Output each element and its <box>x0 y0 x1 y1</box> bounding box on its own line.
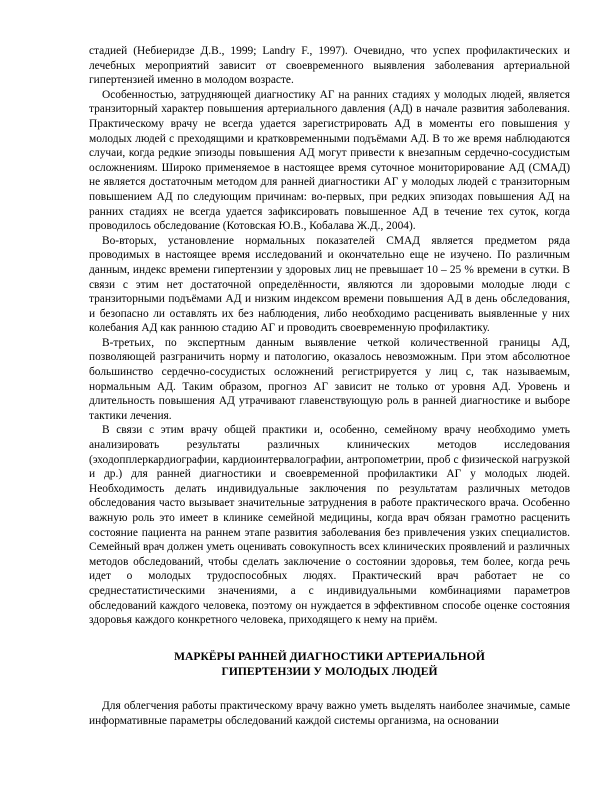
paragraph-transient-bp: Особенностью, затрудняющей диагностику АГ на ранних стадиях у молодых людей, является транзиторный характер повышения артериального давления (АД) в начале развития заболевания. Практическому врачу не всегда удается зарегистрировать АД в моменты его повышения у молодых людей с преходящими и кратковременными подъёмами АД. В то же время наблюдаются случаи, когда редкие эпизоды повышения АД могут привести к внезапным сердечно-сосудистым осложнениям. Широко применяемое в настоящее время суточное мониторирование АД (СМАД) не является достаточным методом для ранней диагностики АГ у молодых людей с транзиторным повышением АД по следующим причинам: во-первых, при редких эпизодах повышения АД на ранних стадиях не всегда удается зафиксировать повышенное АД в течение тех суток, когда проводилось обследование (Котовская Ю.В., Кобалава Ж.Д., 2004). <box>89 88 570 233</box>
paragraph-intro-continuation: стадией (Небиеридзе Д.В., 1999; Landry F., 1997). Очевидно, что успех профилактических и лечебных мероприятий зависит от своевременного выявления заболевания артериальной гипертензией именно в молодом возрасте. <box>89 45 570 87</box>
paragraph-third-reason: В-третьих, по экспертным данным выявление четкой количественной границы АД, позволяющей разграничить норму и патологию, оказалось невозможным. При этом абсолютное большинство сердечно-сосудистых осложнений регистрируется у лиц с, так называемым, нормальным АД. Таким образом, прогноз АГ зависит не только от уровня АД. Уровень и длительность повышения АД утрачивают главенствующую роль в ранней диагностике и выборе тактики лечения. <box>89 336 570 422</box>
paragraph-second-reason: Во-вторых, установление нормальных показателей СМАД является предметом ряда проводимых в настоящее время исследований и окончательно еще не изучено. По различным данным, индекс времени гипертензии у здоровых лиц не превышает 10 – 25 % времени в сутки. В связи с этим нет достаточной определённости, являются ли здоровыми молодые люди с транзиторными подъёмами АД и низким индексом времени повышения АД в день обследования, и безопасно ли оставлять их без наблюдения, либо необходимо расценивать выявленные у них колебания АД как раннюю стадию АГ и проводить своевременную профилактику. <box>89 234 570 335</box>
section-heading <box>89 650 570 680</box>
paragraph-family-doctor: В связи с этим врачу общей практики и, особенно, семейному врачу необходимо уметь анализировать результаты различных клинических методов исследования (эходопплеркардиографии, кардиоинтервалографии, антропометрии, проб с физической нагрузкой и др.) для ранней диагностики и своевременной профилактики АГ у молодых людей. Необходимость делать индивидуальные заключения по результатам различных методов обследования часто вызывает значительные затруднения в работе практического врача. Особенно важную роль это имеет в клинике семейной медицины, когда врач обязан грамотно расценить состояние пациента на раннем этапе развития заболевания без привлечения узких специалистов. Семейный врач должен уметь оценивать совокупность всех клинических проявлений и различных методов обследований, чтобы сделать заключение о состоянии здоровья, тем более, когда речь идет о молодых трудоспособных людях. Практический врач работает не со среднестатистическими значениями, а с индивидуальными комбинациями параметров обследований каждого человека, поэтому он нуждается в эффективном способе оценке состояния здоровья каждого конкретного человека, приходящего к нему на приём. <box>89 424 570 627</box>
section-heading-line-2: ГИПЕРТЕНЗИИ У МОЛОДЫХ ЛЮДЕЙ <box>221 664 438 678</box>
section-heading-line-1: МАРКЁРЫ РАННЕЙ ДИАГНОСТИКИ АРТЕРИАЛЬНОЙ <box>174 649 485 663</box>
paragraph-section-intro: Для облегчения работы практическому врачу важно уметь выделять наиболее значимые, самые информативные параметры обследований каждой системы организма, на основании <box>89 700 570 727</box>
